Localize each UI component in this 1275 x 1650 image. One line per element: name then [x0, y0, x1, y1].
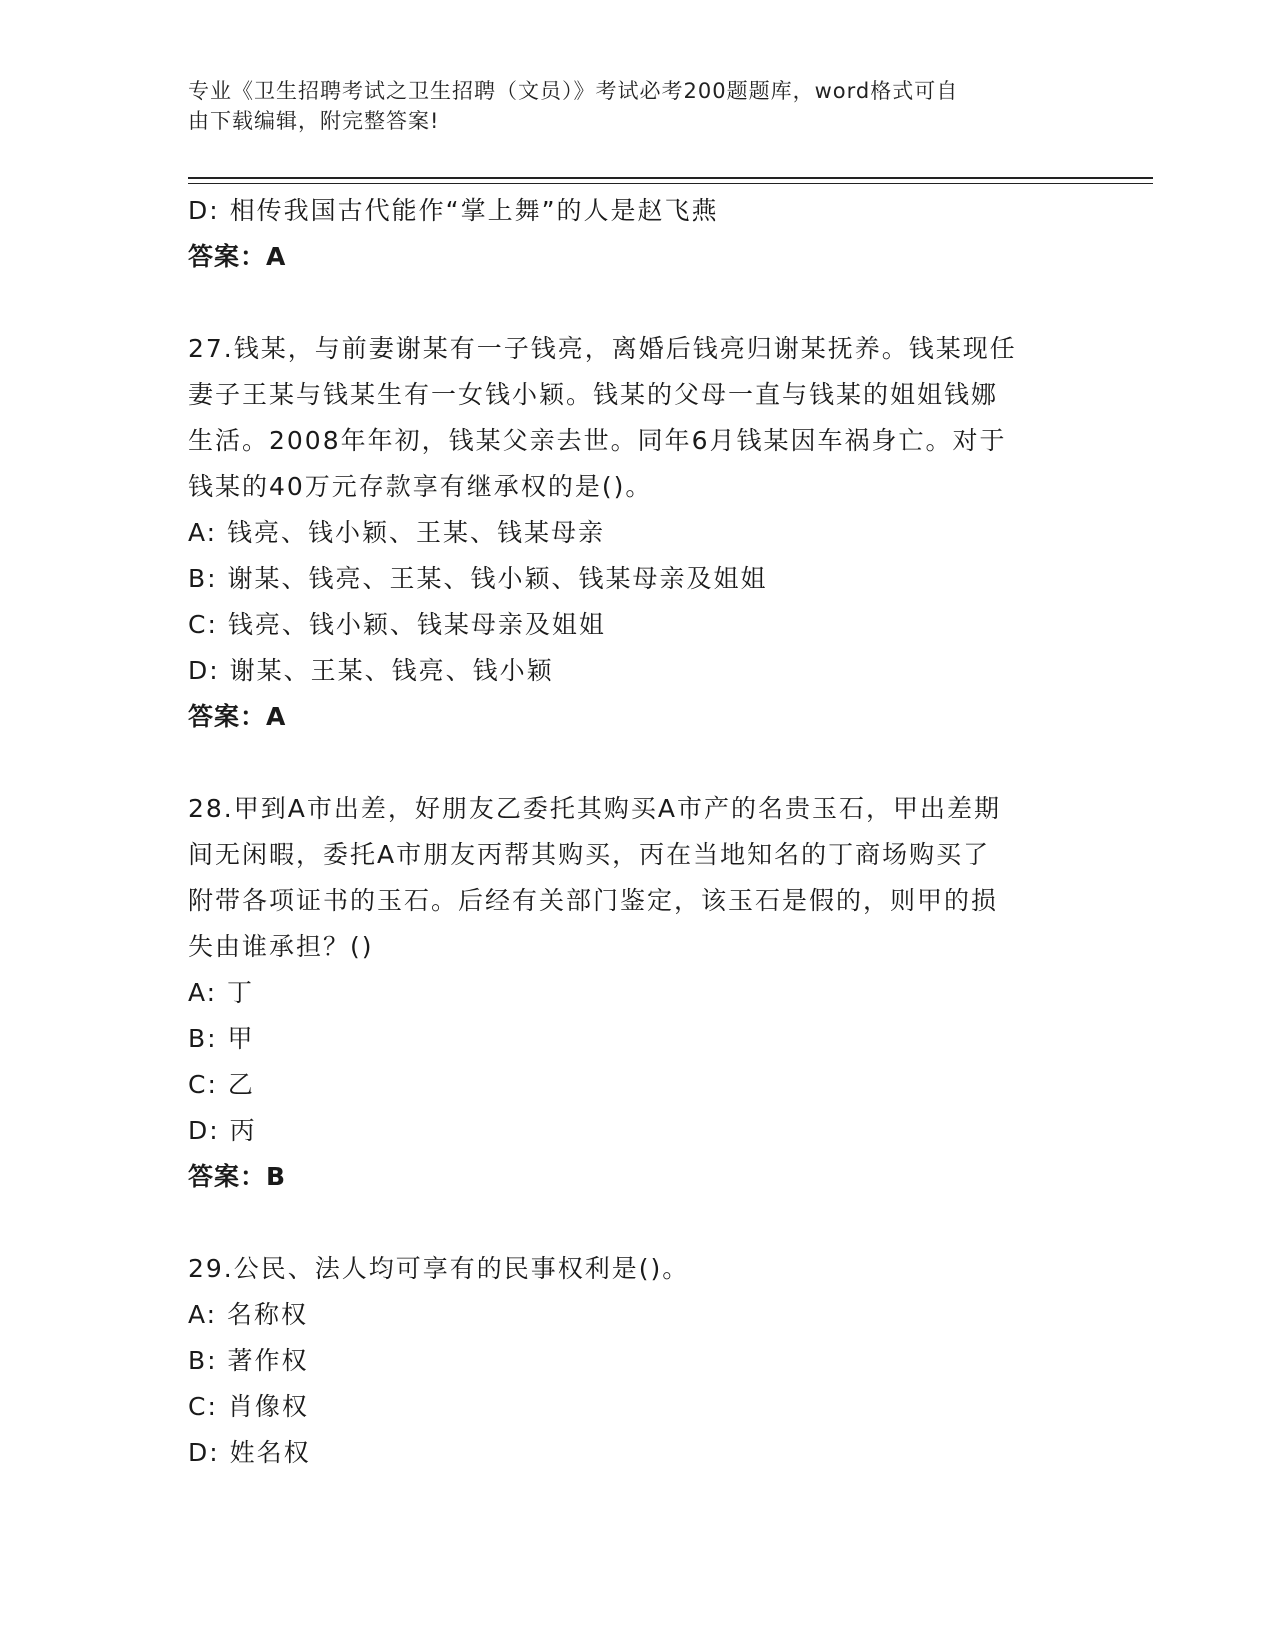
- option-a: A: 丁: [188, 978, 255, 1007]
- option-d: D: 姓名权: [188, 1438, 311, 1467]
- spacer: [188, 280, 1088, 326]
- option-c: C: 乙: [188, 1070, 255, 1099]
- option-d: D: 相传我国古代能作“掌上舞”的人是赵飞燕: [188, 196, 719, 225]
- question-29: [188, 1246, 1088, 1476]
- question-text-line: 27.钱某，与前妻谢某有一子钱亮，离婚后钱亮归谢某抚养。钱某现任: [188, 334, 1017, 363]
- question-text-line: 失由谁承担？(): [188, 932, 374, 961]
- option-b: B: 谢某、钱亮、王某、钱小颖、钱某母亲及姐姐: [188, 564, 768, 593]
- question-text-line: 间无闲暇，委托A市朋友丙帮其购买，丙在当地知名的丁商场购买了: [188, 840, 991, 869]
- question-text-line: 钱某的40万元存款享有继承权的是()。: [188, 472, 653, 501]
- header-rule-thin: [188, 183, 1153, 184]
- header-line-1: 专业《卫生招聘考试之卫生招聘（文员）》考试必考200题题库，word格式可自: [188, 79, 959, 103]
- option-b: B: 著作权: [188, 1346, 309, 1375]
- option-d: D: 丙: [188, 1116, 257, 1145]
- document-header: [188, 76, 1068, 136]
- question-text-line: 28.甲到A市出差，好朋友乙委托其购买A市产的名贵玉石，甲出差期: [188, 794, 1001, 823]
- question-28: [188, 786, 1088, 1200]
- option-d: D: 谢某、王某、钱亮、钱小颖: [188, 656, 554, 685]
- header-rule-thick: [188, 177, 1153, 179]
- option-a: A: 名称权: [188, 1300, 309, 1329]
- option-c: C: 钱亮、钱小颖、钱某母亲及姐姐: [188, 610, 606, 639]
- option-c: C: 肖像权: [188, 1392, 309, 1421]
- question-26-tail: [188, 188, 1088, 280]
- answer: 答案：A: [188, 702, 287, 731]
- answer: 答案：B: [188, 1162, 287, 1191]
- option-a: A: 钱亮、钱小颖、王某、钱某母亲: [188, 518, 606, 547]
- option-b: B: 甲: [188, 1024, 255, 1053]
- question-27: [188, 326, 1088, 740]
- answer: 答案：A: [188, 242, 287, 271]
- question-text-line: 生活。2008年年初，钱某父亲去世。同年6月钱某因车祸身亡。对于: [188, 426, 1007, 455]
- question-text-line: 妻子王某与钱某生有一女钱小颖。钱某的父母一直与钱某的姐姐钱娜: [188, 380, 999, 409]
- question-text-line: 附带各项证书的玉石。后经有关部门鉴定，该玉石是假的，则甲的损: [188, 886, 999, 915]
- header-line-2: 由下载编辑，附完整答案!: [188, 109, 440, 133]
- spacer: [188, 1200, 1088, 1246]
- document-body: [188, 188, 1088, 1476]
- spacer: [188, 740, 1088, 786]
- question-text-line: 29.公民、法人均可享有的民事权利是()。: [188, 1254, 690, 1283]
